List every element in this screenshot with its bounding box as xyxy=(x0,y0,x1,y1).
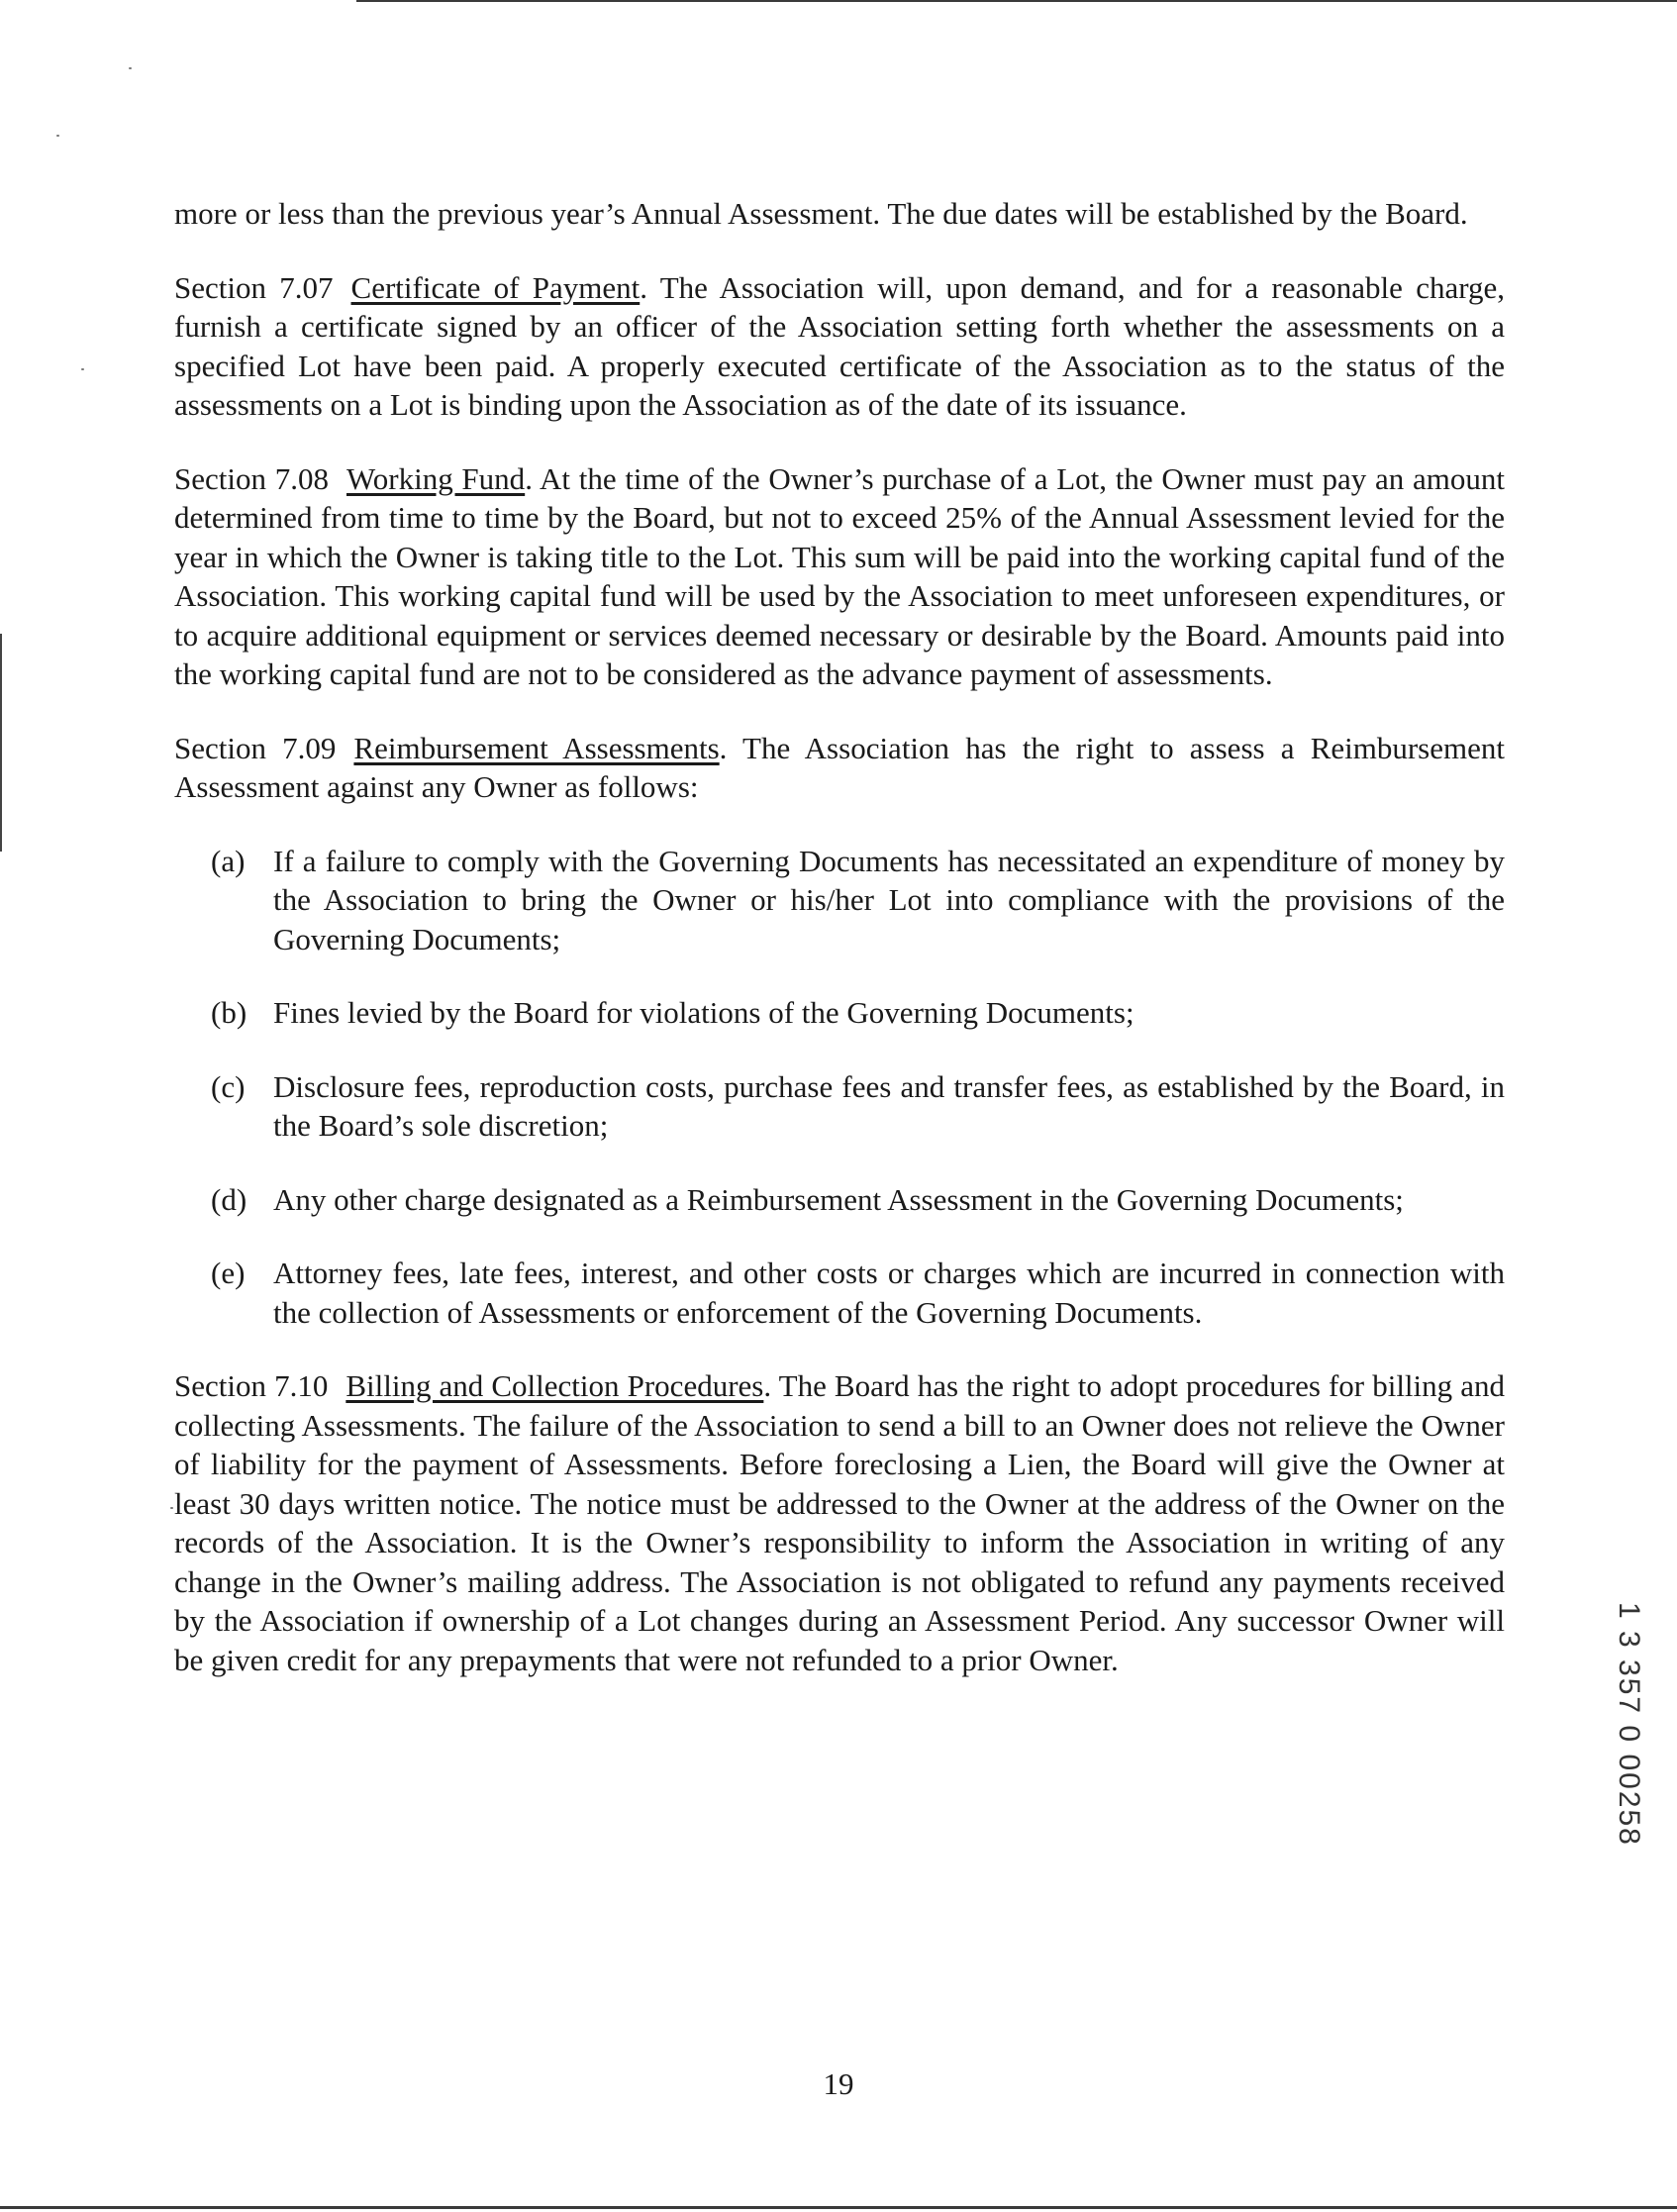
list-marker: (b) xyxy=(211,995,247,1030)
section-number: Section 7.07 xyxy=(174,269,334,305)
scan-speck xyxy=(170,1507,173,1509)
section-body: . The Board has the right to adopt procedures for billing and collecting Assessments. The failure of the Association to send a bill to an Owner does not relieve the Owner of liability for the payment of Assessments. Before foreclosing a Lien, the Board will give the Owner at least 30 days written notice. The notice must be addressed to the Owner at the address of the Owner on the records of the Association. It is the Owner’s responsibility to inform the Association in writing of any change in the Owner’s mailing address. The Association is not obligated to refund any payments received by the Association if ownership of a Lot changes during an Assessment Period. Any successor Owner will be given credit for any prepayments that were not refunded to a prior Owner. xyxy=(174,1368,1506,1677)
section-number: Section 7.10 xyxy=(174,1368,329,1403)
list-item-a xyxy=(174,842,1505,959)
section-body: . At the time of the Owner’s purchase of a Lot, the Owner must pay an amount determined from time to time by the Board, but not to exceed 25% of the Annual Assessment levied for the year in which the Owner is taking title to the Lot. This sum will be paid into the working capital fund of the Association. This working capital fund will be used by the Association to meet unforeseen expenditures, or to acquire additional equipment or services deemed necessary or desirable by the Board. Amounts paid into the working capital fund are not to be considered as the advance payment of assessments. xyxy=(174,460,1505,691)
section-number: Section 7.09 xyxy=(174,730,337,765)
list-item-e xyxy=(174,1254,1505,1332)
intro-text: more or less than the previous year’s Annual Assessment. The due dates will be established by the Board. xyxy=(174,196,1468,231)
section-body: . The Association has the right to assess a Reimbursement Assessment against any Owner as follows: xyxy=(174,730,1505,804)
scan-speck xyxy=(129,67,132,69)
section-7-09 xyxy=(174,729,1505,807)
scan-bottom-edge xyxy=(0,2206,1677,2209)
section-title: Reimbursement Assessments xyxy=(353,730,720,765)
list-marker: (a) xyxy=(211,843,246,878)
list-item-text: Any other charge designated as a Reimbursement Assessment in the Governing Documents; xyxy=(273,1181,1404,1217)
scan-speck xyxy=(81,368,84,370)
list-marker: (d) xyxy=(211,1181,247,1217)
list-item-text: Attorney fees, late fees, interest, and other costs or charges which are incurred in connection with the collection of Assessments or enforcement of the Governing Documents. xyxy=(273,1256,1505,1330)
section-7-10 xyxy=(174,1366,1505,1679)
list-item-text: If a failure to comply with the Governing Documents has necessitated an expenditure of money by the Association to bring the Owner or his/her Lot into compliance with the provisions of the Governing Documents; xyxy=(273,843,1505,956)
list-marker: (c) xyxy=(211,1068,246,1104)
scan-speck xyxy=(56,135,59,137)
list-item-b xyxy=(174,993,1505,1033)
list-item-text: Fines levied by the Board for violations of the Governing Documents; xyxy=(273,995,1134,1030)
scan-top-edge xyxy=(356,0,1677,2)
recording-stamp-text: 1 3 357 0 00258 xyxy=(1613,1602,1645,1847)
recording-stamp xyxy=(1609,1602,1648,1899)
list-item-text: Disclosure fees, reproduction costs, purchase fees and transfer fees, as established by the Board, in the Board’s sole discretion; xyxy=(273,1068,1505,1143)
scan-left-edge xyxy=(0,634,2,852)
list-item-c xyxy=(174,1067,1505,1146)
intro-paragraph xyxy=(174,194,1505,234)
section-7-08 xyxy=(174,459,1505,694)
section-body: . The Association will, upon demand, and for a reasonable charge, furnish a certificate signed by an officer of the Association setting forth whether the assessments on a specified Lot have been paid. A properly executed certificate of the Association as to the status of the assessments on a Lot is binding upon the Association as of the date of its issuance. xyxy=(174,269,1505,422)
section-title: Certificate of Payment xyxy=(350,269,641,305)
list-marker: (e) xyxy=(211,1256,246,1290)
section-7-07 xyxy=(174,268,1505,425)
document-page xyxy=(174,194,1505,1714)
list-item-d xyxy=(174,1180,1505,1220)
section-number: Section 7.08 xyxy=(174,460,329,496)
section-title: Working Fund xyxy=(345,460,526,496)
page-number: 19 xyxy=(823,2066,854,2101)
section-title: Billing and Collection Procedures xyxy=(345,1368,764,1403)
